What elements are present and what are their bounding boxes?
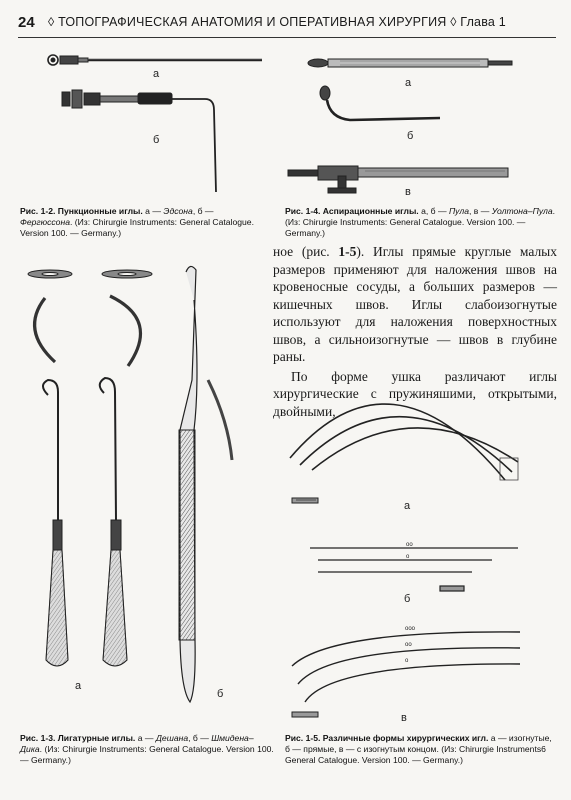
running-title (48, 15, 506, 29)
double-ended-needle-drawing (179, 266, 197, 702)
fig-1-2-caption: Рис. 1-2. Пункционные иглы. а — Эдсона, б — Фергюссона. (Из: Chirurgie Instruments: General Catalogue. Version 100. — Germany.) (20, 206, 254, 238)
fig-1-4-label-a: а (405, 77, 412, 89)
schmieden-dick-needle-drawing (100, 378, 127, 666)
figure-reference: 1-5 (338, 244, 357, 259)
needle-eye-detail-a (292, 498, 318, 503)
needle-eye-detail-c (292, 712, 318, 717)
body-paragraph-1: ное (рис. 1-5). Иглы прямые круглые малых размеров применяют для наложения швов на кровеносные сосуды, а больших размеров — кишечных швов. Иглы слабоизогнутые используют для наложения поверхностных швов, а сильноизогнутые — швов в глубине раны. (273, 244, 557, 364)
pool-needle-b-drawing (320, 86, 440, 120)
page-number: 24 (18, 14, 35, 31)
pool-needle-a-drawing (308, 59, 512, 67)
svg-text:o: o (405, 658, 409, 664)
fig-1-5-label-b: б (404, 593, 411, 605)
running-header (18, 14, 558, 36)
fig-1-3-label-b: б (217, 688, 224, 700)
walton-pool-needle-drawing (288, 166, 508, 193)
svg-text:oo: oo (406, 542, 413, 548)
detached-curved-blade (208, 380, 232, 460)
body-text (273, 243, 557, 420)
book-title: ТОПОГРАФИЧЕСКАЯ АНАТОМИЯ И ОПЕРАТИВНАЯ ХИРУРГИЯ (58, 15, 447, 29)
fig-1-5-caption: Рис. 1-5. Различные формы хирургических игл. а — изогнутые, б — прямые, в — с изогнутым концом. (Из: Chirurgie Instruments6 General Catalogue. Version 100. — Germany.) (285, 733, 552, 765)
fig-1-2-label-b: б (153, 134, 160, 146)
fig-1-2-label-a: а (153, 68, 160, 80)
straight-needles-drawing (310, 542, 518, 591)
edson-needle-drawing (48, 55, 262, 65)
fergusson-needle-drawing (62, 90, 216, 192)
fig-1-3-caption: Рис. 1-3. Лигатурные иглы. а — Дешана, б — Шмидена–Дика. (Из: Chirurgie Instruments: General Catalogue. Version 100. — Germany.) (20, 733, 274, 765)
deschamps-eye-detail (28, 270, 152, 278)
curved-tip-needles-drawing (292, 626, 520, 702)
svg-text:oo: oo (405, 642, 412, 648)
svg-text:ooo: ooo (405, 626, 416, 632)
header-rule (18, 37, 556, 38)
fig-1-5-label-a: а (404, 500, 411, 512)
fig-1-4-label-c: в (405, 186, 411, 198)
svg-text:o: o (406, 554, 410, 560)
fig-1-4-caption: Рис. 1-4. Аспирационные иглы. а, б — Пула, в — Уолтона–Пула. (Из: Chirurgie Instruments: General Catalogue. Version 100. — Germany.) (285, 206, 556, 238)
body-paragraph-2: По форме ушка различают иглы хирургические с пружиняшими, открытыми, двойными, (273, 368, 557, 419)
diamond-right: ◊ (450, 15, 457, 29)
fig-1-4-label-b: б (407, 130, 414, 142)
curved-needle-blades (35, 296, 141, 366)
fig-1-3-label-a: а (75, 680, 82, 692)
chapter-label: Глава 1 (460, 15, 506, 29)
diamond-left: ◊ (48, 15, 55, 29)
deschamps-needle-drawing (43, 380, 68, 666)
fig-1-5-label-c: в (401, 712, 407, 724)
